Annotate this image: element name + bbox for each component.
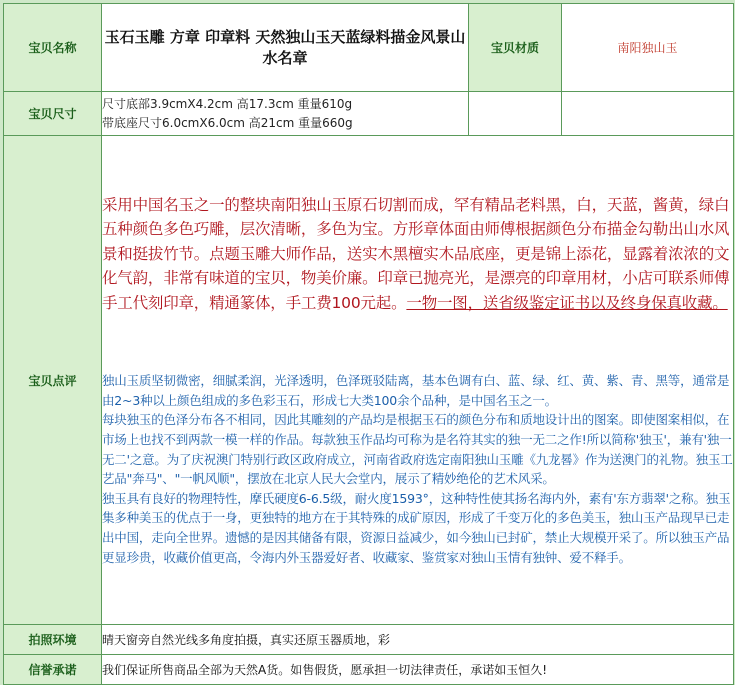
review-details bbox=[102, 371, 733, 567]
product-size bbox=[102, 92, 469, 136]
review-highlight bbox=[102, 193, 733, 316]
label-photo: 拍照环境 bbox=[4, 625, 102, 655]
label-credit: 信誉承诺 bbox=[4, 655, 102, 685]
credit-promise: 我们保证所售商品全部为天然A货。如售假货，愿承担一切法律责任，承诺如玉恒久! bbox=[102, 655, 734, 685]
size-line-2: 带底座尺寸6.0cmX6.0cm 高21cm 重量660g bbox=[102, 115, 353, 130]
photo-environment: 晴天窗旁自然光线多角度拍摄，真实还原玉器质地，彩 bbox=[102, 625, 734, 655]
product-title: 玉石玉雕 方章 印章料 天然独山玉天蓝绿料描金风景山水名章 bbox=[102, 4, 469, 92]
review-paragraph-2: 每块独玉的色泽分布各不相同，因此其雕刻的产品均是根据玉石的颜色分布和质地设计出的图案。即使图案相似，在市场上也找不到两款一模一样的作品。每款独玉作品均可称为是名符其实的独一无二之作!所以简称'独玉'，兼有'独一无二'之意。为了庆祝澳门特别行政区政府成立，河南省政府选定南阳独山玉雕《九龙晷》作为送澳门的礼物。独玉工艺品"奔马"、"一帆风顺"，摆放在北京人民大会堂内，展示了精妙绝伦的艺术风采。 bbox=[102, 412, 733, 487]
review-red-text: 采用中国名玉之一的整块南阳独山玉原石切割而成，罕有精品老料黑，白，天蓝，酱黄，绿白五种颜色多色巧雕，层次清晰，多色为宝。方形章体面由师傅根据颜色分布描金勾勒出山水风景和挺拔竹节。点题玉雕大师作品，送实木黑檀实木品底座，更是锦上添花，显露着浓浓的文化气韵，非常有味道的宝贝，物美价廉。印章已抛亮光，是漂亮的印章用材，小店可联系师傅手工代刻印章，精通篆体，手工费100元起。 bbox=[102, 195, 730, 312]
review-gap bbox=[102, 315, 733, 371]
label-material: 宝贝材质 bbox=[469, 4, 562, 92]
review-red-underline: 一物一图，送省级鉴定证书以及终身保真收藏。 bbox=[406, 293, 728, 312]
review-paragraph-3: 独玉具有良好的物理特性，摩氏硬度6-6.5级，耐火度1593°，这种特性使其扬名海内外，素有'东方翡翠'之称。独玉集多种美玉的优点于一身，更独特的地方在于其特殊的成矿原因，形成了千变万化的多色美玉，独山玉产品现早已走出中国，走向全世界。遗憾的是因其储备有限，资源日益减少，如今独山已封矿，禁止大规模开采了。所以独玉产品更显珍贵，收藏价值更高，令海内外玉器爱好者、收藏家、鉴赏家对独山玉情有独钟、爱不释手。 bbox=[102, 490, 731, 565]
size-line-1: 尺寸底部3.9cmX4.2cm 高17.3cm 重量610g bbox=[102, 96, 353, 111]
product-review bbox=[102, 136, 734, 625]
review-paragraph-1: 独山玉质坚韧微密，细腻柔润，光泽透明，色泽斑驳陆离，基本色调有白、蓝、绿、红、黄、紫、青、黑等，通常是由2~3种以上颜色组成的多色彩玉石，形成七大类100余个品种，是中国名玉之一。 bbox=[102, 373, 730, 408]
size-empty-cell-2 bbox=[562, 92, 734, 136]
label-size: 宝贝尺寸 bbox=[4, 92, 102, 136]
product-spec-table bbox=[3, 3, 734, 685]
label-name: 宝贝名称 bbox=[4, 4, 102, 92]
label-review: 宝贝点评 bbox=[4, 136, 102, 625]
size-empty-cell-1 bbox=[469, 92, 562, 136]
product-material: 南阳独山玉 bbox=[562, 4, 734, 92]
